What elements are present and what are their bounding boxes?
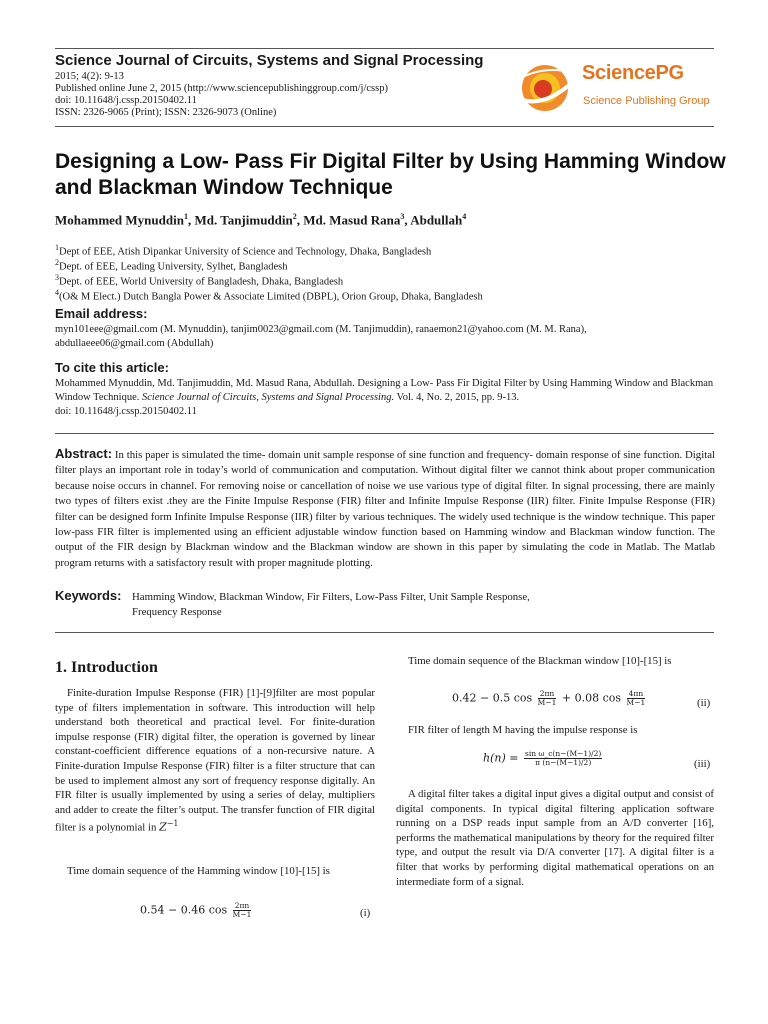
section-heading: 1. Introduction: [55, 659, 158, 676]
author-sup: 4: [462, 212, 467, 221]
digital-filter-paragraph: [396, 787, 714, 889]
equation-text: 0.54 − 0.46 cos: [140, 903, 228, 917]
header-top-rule: [55, 48, 714, 49]
fraction-den: M−1: [626, 698, 646, 707]
fraction-den: M−1: [232, 910, 252, 919]
equation-label: (i): [360, 907, 371, 919]
sciencepg-logo-icon: [513, 58, 583, 118]
blackman-paragraph: [396, 654, 714, 669]
equation-text: h(n) =: [483, 751, 519, 765]
author-sep: ,: [187, 212, 195, 228]
keywords-label: Keywords:: [55, 588, 122, 603]
citation-journal: Science Journal of Circuits, Systems and Signal Processing.: [142, 392, 395, 403]
affiliation-text: (O& M Elect.) Dutch Bangla Power & Associate Limited (DBPL), Orion Group, Dhaka, Bangladesh: [59, 291, 483, 303]
fir-paragraph: [396, 723, 714, 738]
published-line: Published online June 2, 2015 (http://www.sciencepublishinggroup.com/j/cssp): [55, 83, 388, 94]
paragraph-text: Finite-duration Impulse Response (FIR) [1]-[9]filter are most popular type of filters implementation in software. This introduction will help understand both theoretical and practical level. For finite-duration impulse response (FIR) digital filter, the operation is governed by linear constant-coefficient difference equations of a non-recursive nature. A Finite-duration Impulse Response (FIR) filter is a filter structure that can be used to implement almost any sort of frequency response digitally. An FIR filter is usually implemented by using a series of delay, multipliers and adder to create the filter’s output. The transfer function of FIR digital filter is a polynomial in: [55, 687, 375, 834]
abstract: [55, 446, 715, 571]
equation-text: 0.42 − 0.5 cos: [452, 691, 533, 705]
author-name: Abdullah: [410, 212, 463, 228]
affiliation-sup: 4: [55, 288, 59, 297]
equation-blackman: [452, 690, 647, 707]
paragraph-text: Time domain sequence of the Hamming window [10]-[15] is: [67, 865, 330, 877]
author-name: Mohammed Mynuddin: [55, 212, 184, 228]
keywords-line: Hamming Window, Blackman Window, Fir Filters, Low-Pass Filter, Unit Sample Response,: [132, 591, 530, 603]
citation-text: [55, 377, 715, 405]
equation-impulse: [483, 750, 604, 767]
affiliation-sup: 1: [55, 243, 59, 252]
author-sup: 3: [400, 212, 405, 221]
hamming-paragraph: [55, 864, 375, 879]
issn-line: ISSN: 2326-9065 (Print); ISSN: 2326-9073 (Online): [55, 107, 277, 118]
fraction-num: 2πn: [233, 902, 252, 911]
citation-doi: doi: 10.11648/j.cssp.20150402.11: [55, 406, 197, 417]
email-heading: Email address:: [55, 306, 148, 321]
math-z: Z: [159, 820, 167, 834]
affiliation-sup: 2: [55, 258, 59, 267]
journal-title: Science Journal of Circuits, Systems and Signal Processing: [55, 52, 484, 69]
citation-part: Vol. 4, No. 2, 2015, pp. 9-13.: [394, 392, 520, 403]
email-line: abdullaeee06@gmail.com (Abdullah): [55, 338, 214, 349]
fraction-num: 2πn: [538, 690, 557, 699]
citation-part: Mohammed Mynuddin, Md. Tanjimuddin, Md. Masud Rana, Abdullah. Designing a Low- Pass Fir Digital Filter by Using Hamming Window and Blackman Window Technique.: [55, 378, 714, 403]
affiliation-text: Dept of EEE, Atish Dipankar University of Science and Technology, Dhaka, Bangladesh: [59, 246, 432, 258]
affiliation-text: Dept. of EEE, World University of Bangladesh, Dhaka, Bangladesh: [59, 276, 344, 288]
author-sup: 1: [183, 212, 188, 221]
paragraph-text: FIR filter of length M having the impulse response is: [408, 724, 638, 736]
author-sep: ,: [404, 212, 411, 228]
affiliation-text: Dept. of EEE, Leading University, Sylhet, Bangladesh: [59, 261, 288, 273]
keywords-bottom-rule: [55, 632, 714, 633]
affiliation-sup: 3: [55, 273, 59, 282]
equation-label: (iii): [694, 758, 711, 770]
logo-subtitle: Science Publishing Group: [583, 95, 710, 107]
paragraph-text: A digital filter takes a digital input gives a digital output and consist of digital components. In typical digital filtering application software running on a DSP reads input sample from an A/D converter [16], performs the mathematical manipulations by theory for the required filter type, and output the result via D/A converter [17]. A digital filter is a filter that works by performing digital mathematical operations on an intermediate form of a signal.: [396, 788, 714, 888]
fraction-den: π (n−(M−1)/2): [535, 758, 592, 767]
logo-brand: SciencePG: [582, 62, 684, 84]
equation-label: (ii): [697, 697, 711, 709]
author-sup: 2: [292, 212, 297, 221]
keywords-line: Frequency Response: [132, 606, 222, 618]
intro-paragraph: [55, 686, 375, 836]
abstract-text: In this paper is simulated the time- domain unit sample response of sine function and frequency- domain response of sine function. Digital filter plays an important role in today’s world of communication and computation. Without digital filter we cannot think about proper communication because noise occurs in channel. For removing noise or cancellation of noise we use various type of digital filter. In signal processing, there are mainly two types of filters exist .they are the Finite Impulse Response (FIR) filter and Infinite Impulse Response (IIR) filter. Finite Impulse Response (FIR) filter can be designed form Infinite Impulse Response (IIR) filter by various techniques. The widely used technique is the window technique. This paper low-pass FIR filter is implemented using an efficient adjustable window function based on Hamming window and Blackman window function. The output of the FIR design by Blackman window and the Blackman window are shown in this paper by simulating the code in Matlab. The Matlab program returns with a satisfactory result with proper magnitude plotting.: [55, 449, 715, 569]
fraction-num: 4πn: [627, 690, 646, 699]
email-line: myn101eee@gmail.com (M. Mynuddin), tanjim0023@gmail.com (M. Tanjimuddin), ranaemon21@yahoo.com (M. M. Rana),: [55, 324, 587, 335]
abstract-top-rule: [55, 433, 714, 434]
equation-fraction: [627, 690, 646, 707]
author-name: Md. Masud Rana: [303, 212, 401, 228]
author-name: Md. Tanjimuddin: [194, 212, 293, 228]
fraction-den: M−1: [537, 698, 557, 707]
paper-title: Designing a Low- Pass Fir Digital Filter by Using Hamming Window and Blackman Window Technique: [55, 150, 726, 199]
paragraph-text: Time domain sequence of the Blackman window [10]-[15] is: [408, 655, 672, 667]
affiliation: [55, 285, 483, 305]
math-exponent: −1: [166, 819, 179, 829]
equation-hamming: [140, 902, 253, 919]
equation-text: + 0.08 cos: [561, 691, 622, 705]
doi-line: doi: 10.11648/j.cssp.20150402.11: [55, 95, 197, 106]
keywords-text: [132, 590, 632, 620]
equation-fraction: [524, 750, 602, 767]
header-bottom-rule: [55, 126, 714, 127]
author-sep: ,: [296, 212, 304, 228]
author-list: [55, 212, 466, 228]
issue-info: 2015; 4(2): 9-13: [55, 71, 124, 82]
equation-fraction: [233, 902, 252, 919]
fraction-num: sin ω_c(n−(M−1)/2): [524, 749, 602, 758]
cite-heading: To cite this article:: [55, 360, 169, 375]
equation-fraction: [538, 690, 557, 707]
abstract-label: Abstract:: [55, 446, 113, 461]
